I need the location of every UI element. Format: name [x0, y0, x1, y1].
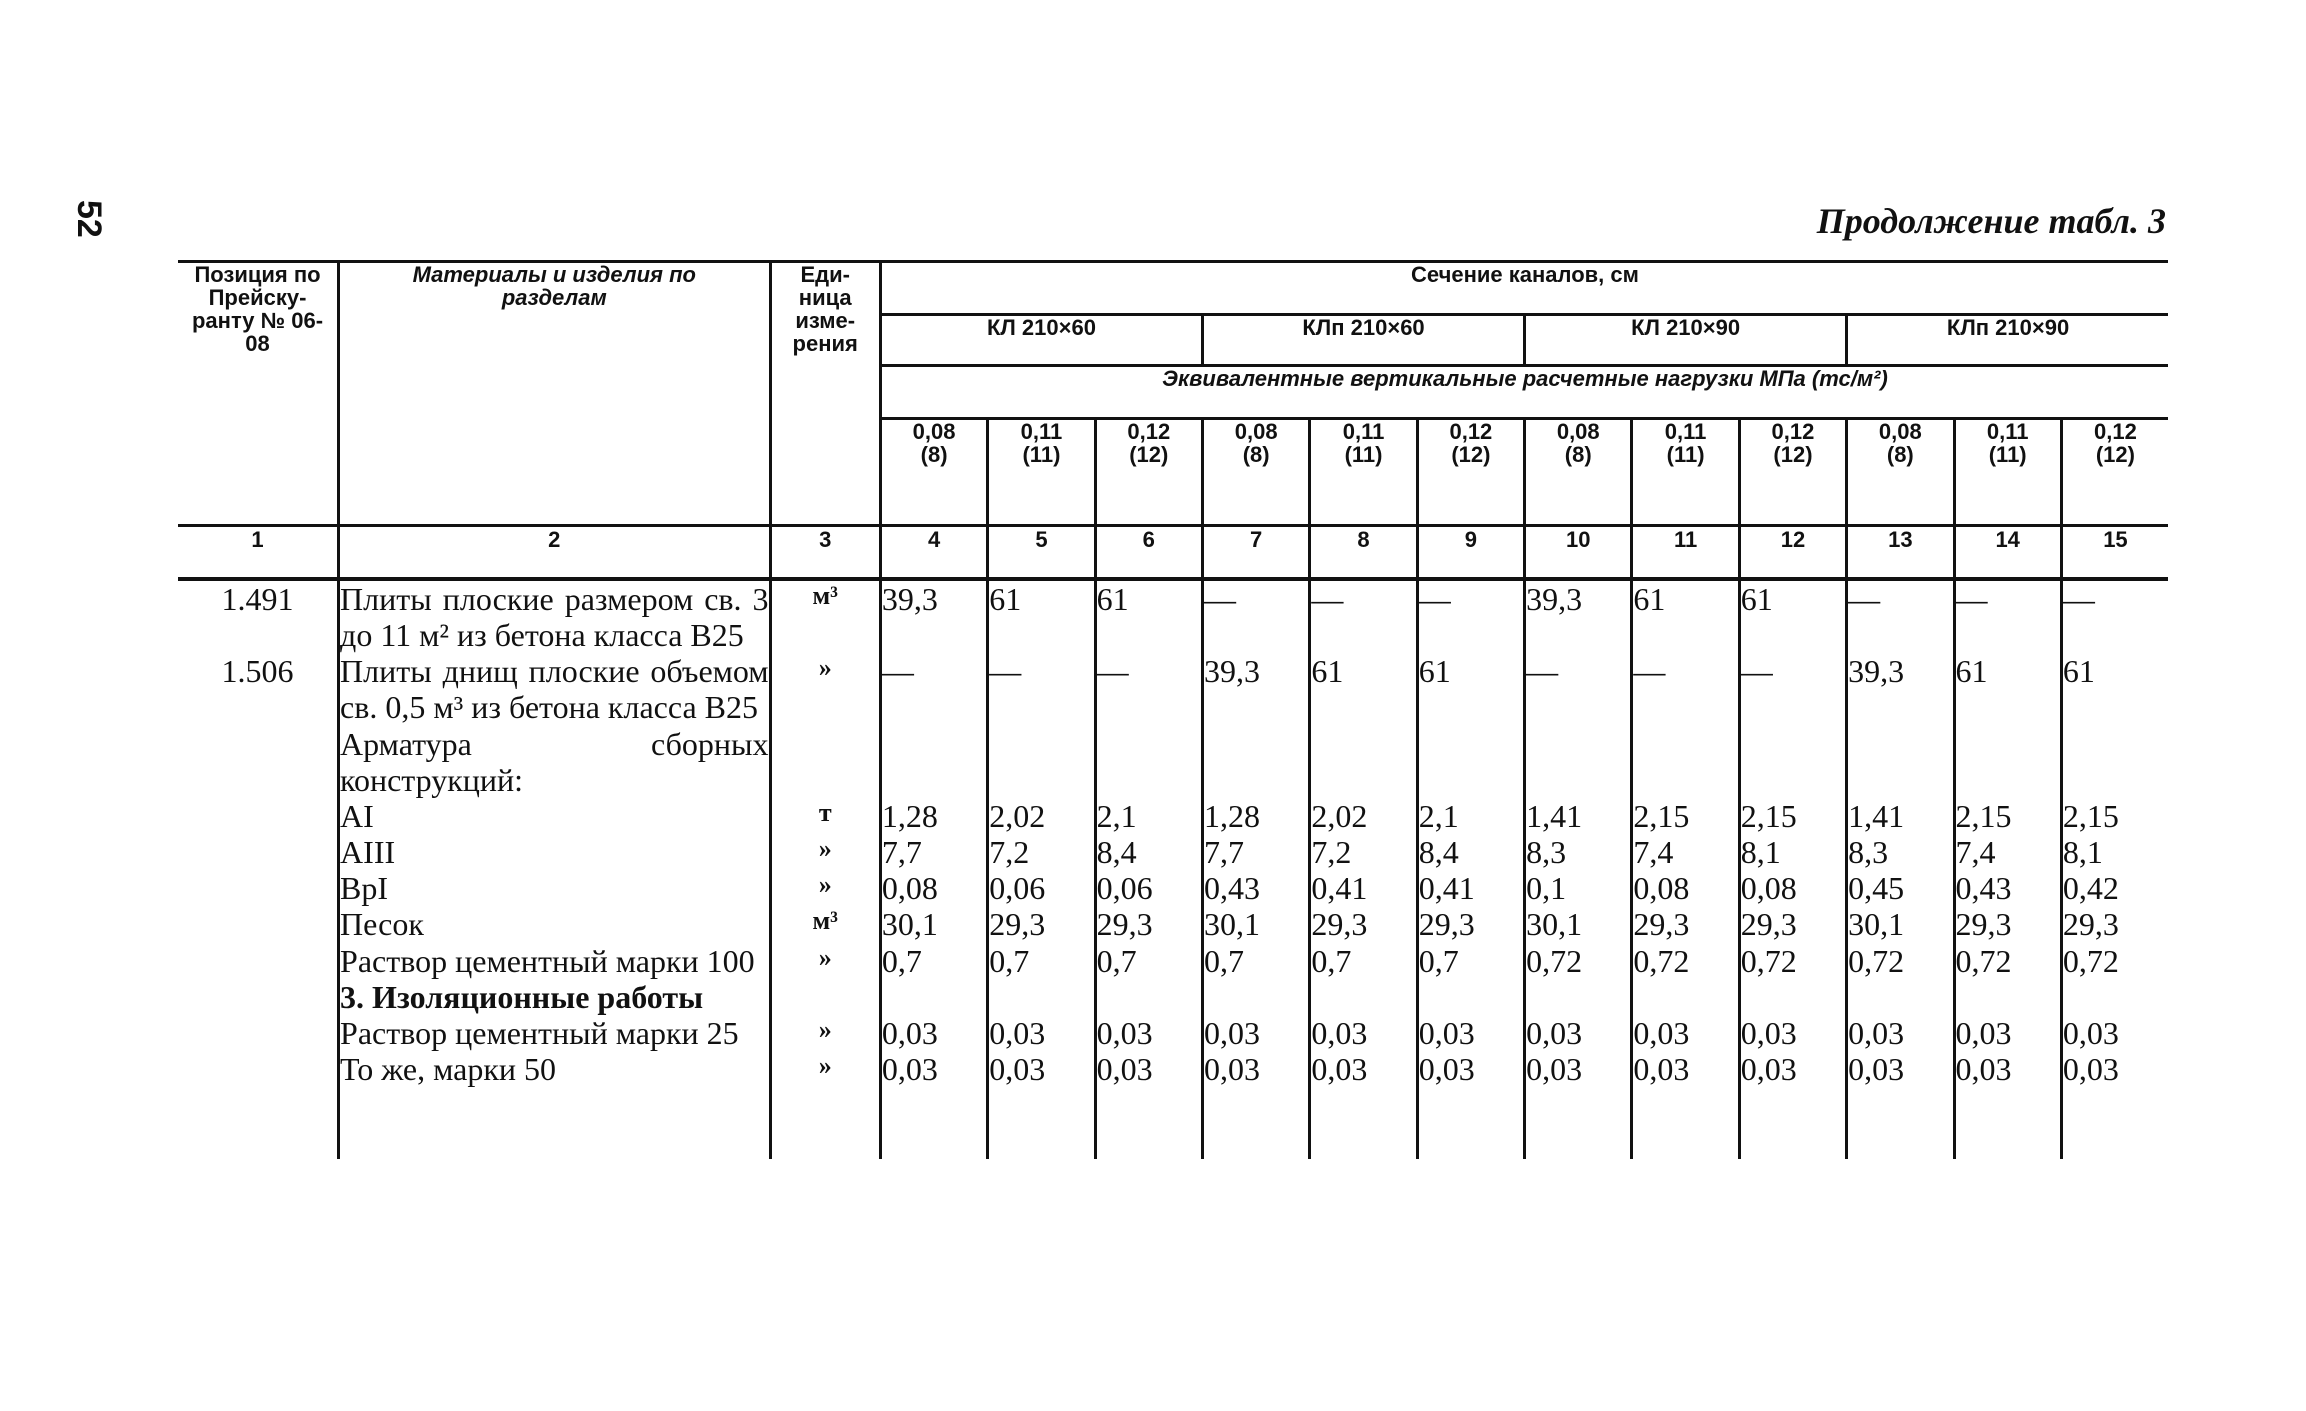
row-value-empty	[1202, 979, 1309, 1015]
row-value: 0,72	[1954, 943, 2061, 979]
row-unit: м³	[770, 579, 880, 653]
row-value-empty	[1525, 979, 1632, 1015]
row-position	[178, 798, 339, 834]
row-value: —	[988, 653, 1095, 725]
row-value: 8,1	[2061, 834, 2168, 870]
table-caption: Продолжение табл. 3	[1816, 201, 2166, 241]
row-value: 0,03	[1954, 1015, 2061, 1051]
tail-cell	[1954, 1087, 2061, 1159]
row-value-empty	[880, 979, 987, 1015]
row-material: Арматура сборных конструкций:	[340, 725, 769, 798]
row-value: 61	[1417, 653, 1524, 725]
row-value	[2061, 726, 2168, 798]
row-value: 0,03	[1417, 1051, 1524, 1087]
row-value: 0,42	[2061, 870, 2168, 906]
row-value: 29,3	[2061, 906, 2168, 942]
row-value: 0,03	[1417, 1015, 1524, 1051]
header-group: КЛп 210×90	[1847, 315, 2168, 366]
header-position: Позиция по Прейску- ранту № 06-08	[178, 262, 339, 526]
column-number: 13	[1847, 526, 1954, 580]
row-value: 7,7	[1202, 834, 1309, 870]
column-number: 2	[339, 526, 770, 580]
row-position	[178, 1051, 339, 1087]
row-value: 0,03	[1525, 1015, 1632, 1051]
table-row	[178, 653, 2168, 725]
tail-cell	[339, 1087, 770, 1159]
column-number: 4	[880, 526, 987, 580]
row-value: 8,4	[1417, 834, 1524, 870]
row-value: 7,2	[1310, 834, 1417, 870]
row-value: 0,7	[1202, 943, 1309, 979]
row-material: Раствор цементный марки 25	[339, 1015, 770, 1051]
row-value-empty	[2061, 979, 2168, 1015]
row-value: 7,4	[1954, 834, 2061, 870]
row-value: 0,03	[1202, 1051, 1309, 1087]
column-number: 12	[1739, 526, 1846, 580]
row-position	[178, 870, 339, 906]
column-number: 8	[1310, 526, 1417, 580]
row-value: 7,7	[880, 834, 987, 870]
row-position-empty	[178, 979, 339, 1015]
row-value: 0,03	[880, 1015, 987, 1051]
section-row	[178, 979, 2168, 1015]
row-value: —	[1847, 579, 1954, 653]
row-value: 0,7	[1417, 943, 1524, 979]
row-material: То же, марки 50	[339, 1051, 770, 1087]
row-value: 29,3	[1632, 906, 1739, 942]
header-group: КЛп 210×60	[1202, 315, 1524, 366]
row-value-empty	[988, 979, 1095, 1015]
row-value-empty	[1954, 979, 2061, 1015]
row-value: —	[1202, 579, 1309, 653]
row-value: 0,72	[1847, 943, 1954, 979]
tail-cell	[2061, 1087, 2168, 1159]
row-value: —	[1310, 579, 1417, 653]
tail-cell	[178, 1087, 339, 1159]
row-unit	[770, 726, 880, 798]
row-unit: »	[770, 1051, 880, 1087]
row-value: 8,3	[1525, 834, 1632, 870]
row-value: 0,03	[988, 1051, 1095, 1087]
row-value-empty	[1739, 979, 1846, 1015]
row-value: 2,1	[1095, 798, 1202, 834]
row-value: 61	[1739, 579, 1846, 653]
row-value: 0,03	[1310, 1051, 1417, 1087]
header-unit: Еди- ница изме- рения	[770, 262, 880, 526]
column-number: 15	[2061, 526, 2168, 580]
row-value-empty	[1310, 979, 1417, 1015]
header-load: 0,11 (11)	[1632, 419, 1739, 526]
row-material: Плиты плоские размером св. 3 до 11 м² из бетона класса В25	[340, 581, 769, 654]
row-value: 0,03	[1632, 1015, 1739, 1051]
tail-cell	[1417, 1087, 1524, 1159]
column-number: 7	[1202, 526, 1309, 580]
row-value: 0,03	[880, 1051, 987, 1087]
tail-cell	[880, 1087, 987, 1159]
row-value: —	[1632, 653, 1739, 725]
row-value: 39,3	[880, 579, 987, 653]
row-value	[1954, 726, 2061, 798]
row-value	[1417, 726, 1524, 798]
row-value: 0,03	[2061, 1015, 2168, 1051]
row-value: 0,1	[1525, 870, 1632, 906]
row-value: 0,72	[1525, 943, 1632, 979]
row-value: —	[1739, 653, 1846, 725]
header-load: 0,12 (12)	[1739, 419, 1846, 526]
table-tail-row	[178, 1087, 2168, 1159]
row-position	[178, 834, 339, 870]
row-value-empty	[1632, 979, 1739, 1015]
column-number: 5	[988, 526, 1095, 580]
row-value	[1847, 726, 1954, 798]
row-value: —	[1095, 653, 1202, 725]
row-value: 0,72	[2061, 943, 2168, 979]
header-load: 0,12 (12)	[1417, 419, 1524, 526]
tail-cell	[988, 1087, 1095, 1159]
row-value	[1202, 726, 1309, 798]
row-value: 30,1	[880, 906, 987, 942]
column-number: 3	[770, 526, 880, 580]
row-unit: м³	[770, 906, 880, 942]
column-number: 14	[1954, 526, 2061, 580]
row-value	[1095, 726, 1202, 798]
row-value: 0,03	[1525, 1051, 1632, 1087]
row-unit-empty	[770, 979, 880, 1015]
row-value: 39,3	[1202, 653, 1309, 725]
row-value: 2,15	[1739, 798, 1846, 834]
row-unit: »	[770, 943, 880, 979]
row-value: 0,03	[988, 1015, 1095, 1051]
row-value: —	[1417, 579, 1524, 653]
header-materials: Материалы и изделия по разделам	[339, 262, 770, 526]
row-unit: »	[770, 653, 880, 725]
row-value: 8,1	[1739, 834, 1846, 870]
row-material: Раствор цементный марки 100	[339, 943, 770, 979]
row-value: 30,1	[1847, 906, 1954, 942]
row-value: 2,15	[1954, 798, 2061, 834]
row-position: 1.506	[221, 653, 294, 690]
row-value: 0,08	[880, 870, 987, 906]
header-group: КЛ 210×90	[1525, 315, 1847, 366]
row-value: 61	[2061, 653, 2168, 725]
row-position	[178, 943, 339, 979]
header-load: 0,11 (11)	[1954, 419, 2061, 526]
header-load: 0,11 (11)	[988, 419, 1095, 526]
row-unit: »	[770, 870, 880, 906]
table-row	[178, 906, 2168, 942]
row-material: Песок	[339, 906, 770, 942]
row-value: 0,03	[1202, 1015, 1309, 1051]
row-value: 0,43	[1954, 870, 2061, 906]
row-value: 29,3	[1417, 906, 1524, 942]
row-position	[178, 1015, 339, 1051]
row-value: 0,7	[1310, 943, 1417, 979]
row-value: 0,03	[1095, 1051, 1202, 1087]
row-value: 0,7	[1095, 943, 1202, 979]
row-value: 61	[1095, 579, 1202, 653]
row-value	[1739, 726, 1846, 798]
table-row	[178, 943, 2168, 979]
row-value: 8,3	[1847, 834, 1954, 870]
row-value: 0,03	[1739, 1051, 1846, 1087]
row-value: 1,41	[1525, 798, 1632, 834]
row-material: AI	[339, 798, 770, 834]
row-value: 2,1	[1417, 798, 1524, 834]
row-value: 0,08	[1632, 870, 1739, 906]
row-material: Плиты днищ плоские объемом св. 0,5 м³ из бетона класса В25	[340, 653, 769, 726]
row-value: 29,3	[1739, 906, 1846, 942]
row-value: 7,4	[1632, 834, 1739, 870]
materials-table	[178, 260, 2168, 1159]
table-row	[178, 834, 2168, 870]
row-unit: т	[770, 798, 880, 834]
row-value: 29,3	[1954, 906, 2061, 942]
row-value: 0,43	[1202, 870, 1309, 906]
header-load: 0,12 (12)	[2061, 419, 2168, 526]
row-value: 29,3	[1310, 906, 1417, 942]
row-value: 2,02	[1310, 798, 1417, 834]
row-value: 29,3	[988, 906, 1095, 942]
row-value: 0,03	[1847, 1015, 1954, 1051]
tail-cell	[1847, 1087, 1954, 1159]
row-value: 0,41	[1310, 870, 1417, 906]
row-value: 29,3	[1095, 906, 1202, 942]
row-value: 30,1	[1202, 906, 1309, 942]
row-value: 0,06	[1095, 870, 1202, 906]
row-value: 0,7	[880, 943, 987, 979]
row-value: —	[880, 653, 987, 725]
row-value: 8,4	[1095, 834, 1202, 870]
header-group: КЛ 210×60	[880, 315, 1202, 366]
table-row	[178, 1051, 2168, 1087]
row-material: AIII	[339, 834, 770, 870]
row-value: 1,41	[1847, 798, 1954, 834]
row-value	[988, 726, 1095, 798]
header-load: 0,11 (11)	[1310, 419, 1417, 526]
row-value: 0,08	[1739, 870, 1846, 906]
row-value: 0,03	[1847, 1051, 1954, 1087]
row-value: 2,15	[1632, 798, 1739, 834]
table-row	[178, 726, 2168, 798]
header-load: 0,08 (8)	[1525, 419, 1632, 526]
tail-cell	[770, 1087, 880, 1159]
row-value: 7,2	[988, 834, 1095, 870]
header-loads-label: Эквивалентные вертикальные расчетные нагрузки МПа (тс/м²)	[880, 366, 2168, 419]
row-value	[880, 726, 987, 798]
row-value	[1310, 726, 1417, 798]
row-unit: »	[770, 1015, 880, 1051]
tail-cell	[1632, 1087, 1739, 1159]
row-value-empty	[1095, 979, 1202, 1015]
header-load: 0,08 (8)	[1202, 419, 1309, 526]
column-number: 1	[178, 526, 339, 580]
row-value: 0,03	[2061, 1051, 2168, 1087]
row-value: 0,7	[988, 943, 1095, 979]
row-value: 30,1	[1525, 906, 1632, 942]
row-value: 0,45	[1847, 870, 1954, 906]
row-position	[178, 726, 339, 798]
row-unit: »	[770, 834, 880, 870]
row-value: 0,03	[1739, 1015, 1846, 1051]
row-value	[1632, 726, 1739, 798]
header-section: Сечение каналов, см	[880, 262, 2168, 315]
row-material: BpI	[339, 870, 770, 906]
table-row	[178, 1015, 2168, 1051]
tail-cell	[1202, 1087, 1309, 1159]
row-value	[1525, 726, 1632, 798]
tail-cell	[1525, 1087, 1632, 1159]
tail-cell	[1739, 1087, 1846, 1159]
row-value: 0,03	[1954, 1051, 2061, 1087]
row-value: 39,3	[1525, 579, 1632, 653]
row-position	[178, 906, 339, 942]
tail-cell	[1095, 1087, 1202, 1159]
row-value-empty	[1847, 979, 1954, 1015]
table-row	[178, 579, 2168, 653]
page-number: 52	[70, 200, 108, 238]
row-value: 0,72	[1739, 943, 1846, 979]
row-value: 61	[1310, 653, 1417, 725]
row-value: —	[2061, 579, 2168, 653]
header-load: 0,08 (8)	[1847, 419, 1954, 526]
column-number: 11	[1632, 526, 1739, 580]
row-value: —	[1954, 579, 2061, 653]
row-value: 0,72	[1632, 943, 1739, 979]
row-value: 0,03	[1310, 1015, 1417, 1051]
row-value-empty	[1417, 979, 1524, 1015]
table-row	[178, 798, 2168, 834]
tail-cell	[1310, 1087, 1417, 1159]
row-value: 1,28	[880, 798, 987, 834]
row-value: 0,41	[1417, 870, 1524, 906]
section-title: 3. Изоляционные работы	[339, 979, 770, 1015]
row-value: 0,06	[988, 870, 1095, 906]
column-number: 6	[1095, 526, 1202, 580]
column-number: 9	[1417, 526, 1524, 580]
row-value: 1,28	[1202, 798, 1309, 834]
row-value: 61	[1954, 653, 2061, 725]
row-value: 0,03	[1095, 1015, 1202, 1051]
row-value: 2,15	[2061, 798, 2168, 834]
row-value: 2,02	[988, 798, 1095, 834]
row-value: 39,3	[1847, 653, 1954, 725]
header-load: 0,08 (8)	[880, 419, 987, 526]
row-position: 1.491	[221, 581, 294, 617]
header-load: 0,12 (12)	[1095, 419, 1202, 526]
row-value: —	[1525, 653, 1632, 725]
row-value: 0,03	[1632, 1051, 1739, 1087]
table-row	[178, 870, 2168, 906]
column-number: 10	[1525, 526, 1632, 580]
row-value: 61	[1632, 579, 1739, 653]
row-value: 61	[988, 579, 1095, 653]
